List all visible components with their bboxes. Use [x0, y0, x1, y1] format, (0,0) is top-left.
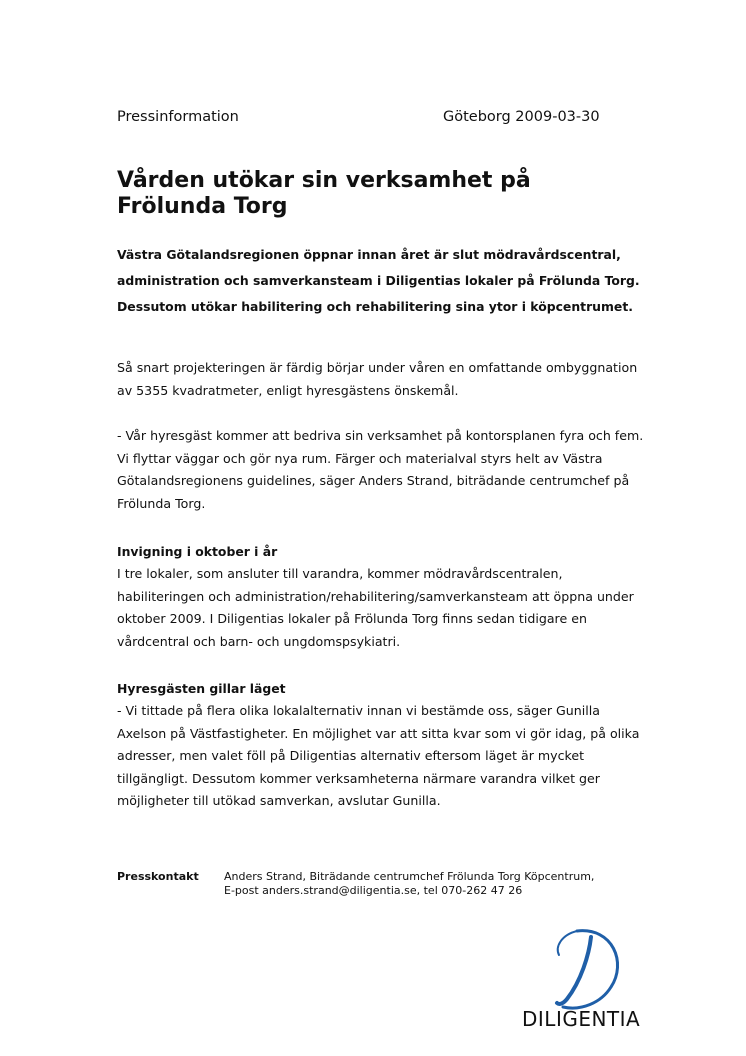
section-heading-tenant: Hyresgästen gillar läget [117, 681, 286, 696]
body-paragraph-1: Så snart projekteringen är färdig börjar under våren en omfattande ombyggnation av 5355 kvadratmeter, enligt hyresgästens önskemål. [117, 360, 638, 398]
body-paragraph-2: - Vår hyresgäst kommer att bedriva sin verksamhet på kontorsplanen fyra och fem. Vi flyttar väggar och gör nya rum. Färger och materialval styrs helt av Västra Götalandsregionens guidelines, säger Anders Strand, biträdande centrumchef på Frölunda Torg. [117, 428, 644, 511]
press-contact-line-1: Anders Strand, Biträdande centrumchef Frölunda Torg Köpcentrum, [224, 870, 595, 883]
document-type-label: Pressinformation [117, 109, 239, 125]
press-contact-line-2: E-post anders.strand@diligentia.se, tel 070-262 47 26 [224, 884, 523, 897]
section-heading-inauguration: Invigning i oktober i år [117, 544, 278, 559]
body-paragraph-3: I tre lokaler, som ansluter till varandra, kommer mödravårdscentralen, habiliteringen och administration/rehabilitering/samverkansteam att öppna under oktober 2009. I Diligentias lokaler på Frölunda Torg finns sedan tidigare en vårdcentral och barn- och ungdomspsykiatri. [117, 566, 634, 649]
press-contact-details [224, 870, 594, 898]
press-contact-label: Presskontakt [117, 870, 199, 883]
body-paragraph-4: - Vi tittade på flera olika lokalalternativ innan vi bestämde oss, säger Gunilla Axelson på Västfastigheter. En möjlighet var att sitta kvar som vi gör idag, på olika adresser, men valet föll på Diligentias alternativ eftersom läget är mycket tillgängligt. Dessutom kommer verksamheterna närmare varandra vilket ger möjligheter till utökad samverkan, avslutar Gunilla. [117, 703, 640, 808]
place-date: Göteborg 2009-03-30 [443, 109, 600, 125]
logo-wordmark: DILIGENTIA [522, 1007, 641, 1031]
lead-paragraph: Västra Götalandsregionen öppnar innan året är slut mödravårdscentral, administration och samverkansteam i Diligentias lokaler på Frölunda Torg. Dessutom utökar habilitering och rehabilitering sina ytor i köpcentrumet. [117, 247, 640, 314]
headline: Vården utökar sin verksamhet på Frölunda Torg [117, 168, 531, 219]
